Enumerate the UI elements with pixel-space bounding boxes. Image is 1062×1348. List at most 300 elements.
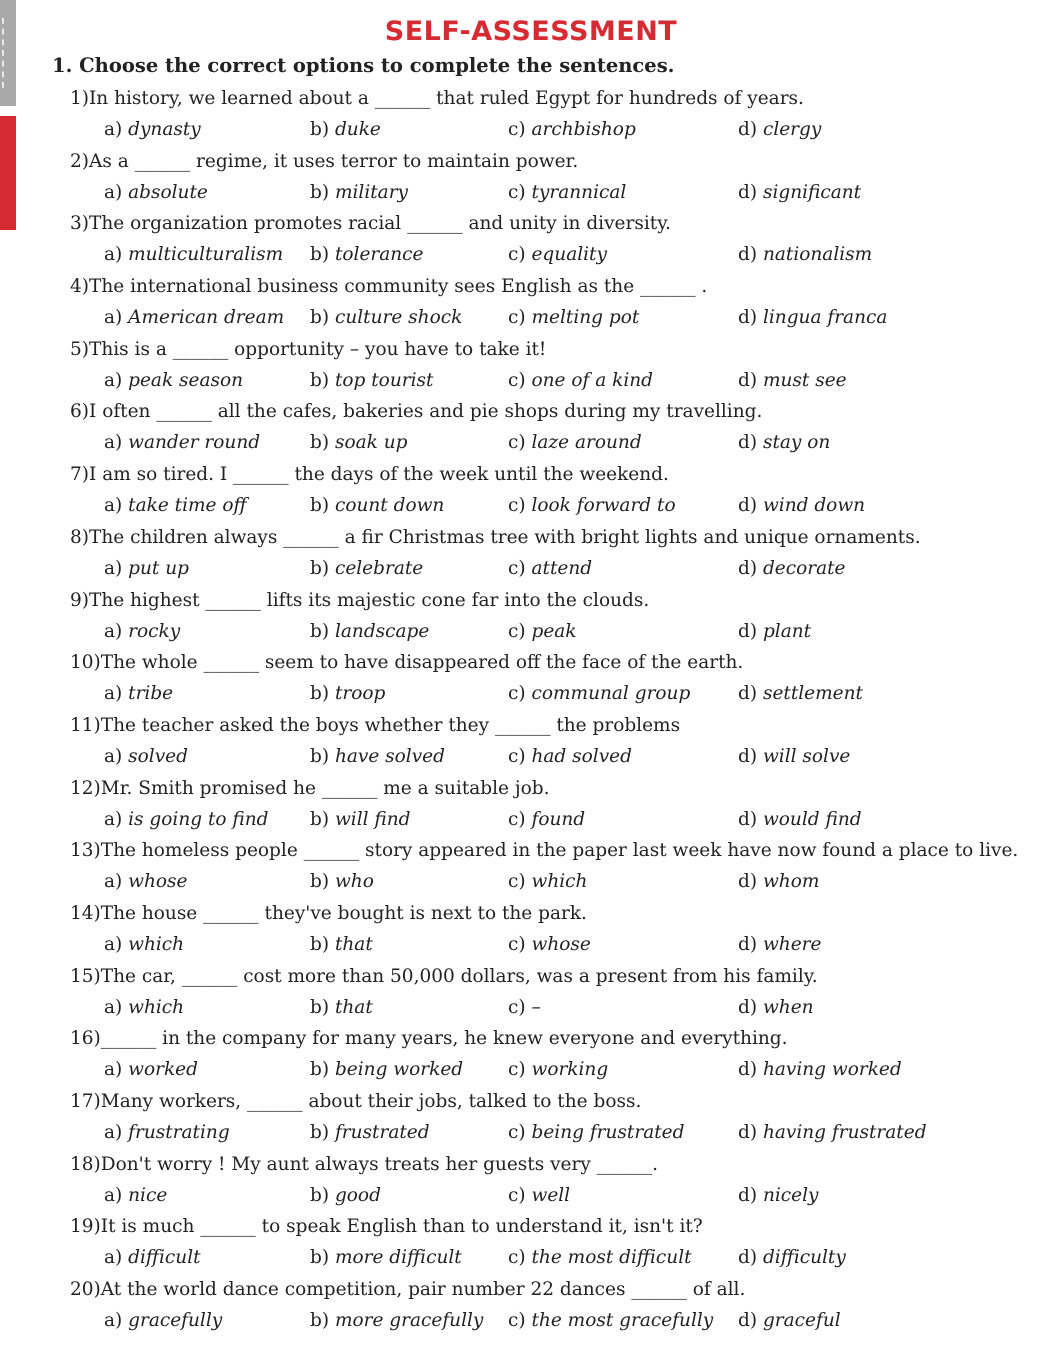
option-text: look forward to	[531, 495, 676, 517]
question-item	[0, 84, 1062, 147]
option-text: nationalism	[762, 244, 873, 266]
option-text: which	[531, 871, 588, 893]
answer-option[interactable]	[310, 491, 444, 521]
answer-option[interactable]	[310, 805, 411, 835]
answer-options	[104, 428, 1044, 458]
option-letter: b)	[310, 933, 330, 955]
question-stem	[70, 648, 743, 678]
option-text: rocky	[128, 620, 181, 642]
option-letter: a)	[104, 369, 123, 391]
question-item	[0, 962, 1062, 1025]
answer-option[interactable]	[104, 178, 208, 208]
answer-option[interactable]	[310, 930, 373, 960]
question-stem	[70, 335, 546, 365]
answer-option[interactable]	[508, 1118, 684, 1148]
option-letter: c)	[508, 1310, 526, 1332]
answer-option[interactable]	[310, 1243, 462, 1273]
option-text: is going to find	[128, 808, 269, 830]
option-text: wander round	[128, 432, 261, 454]
answer-options	[104, 1181, 1044, 1211]
question-number: 12)	[70, 777, 101, 799]
question-number: 17)	[70, 1091, 101, 1112]
question-number: 13)	[70, 840, 101, 862]
option-text: that	[334, 996, 373, 1018]
question-number: 9)	[70, 589, 89, 611]
question-text: Don't worry ! My aunt always treats her guests very ______.	[100, 1153, 659, 1175]
answer-option[interactable]	[310, 240, 424, 270]
option-letter: d)	[738, 683, 758, 705]
option-letter: b)	[310, 871, 330, 893]
answer-option[interactable]	[310, 303, 462, 333]
option-text: solved	[128, 745, 188, 767]
answer-option[interactable]	[310, 178, 408, 208]
answer-option[interactable]	[738, 428, 830, 458]
question-stem	[70, 397, 762, 427]
option-text: attend	[531, 557, 593, 579]
option-text: peak	[531, 620, 577, 642]
answer-option[interactable]	[104, 617, 180, 647]
answer-options	[104, 930, 1044, 960]
question-text: Mr. Smith promised he ______ me a suitable job.	[100, 777, 550, 799]
option-letter: d)	[738, 557, 758, 579]
answer-option[interactable]	[104, 366, 243, 396]
answer-option[interactable]	[104, 1181, 167, 1211]
option-text: dynasty	[128, 119, 201, 140]
option-letter: b)	[310, 1247, 330, 1269]
option-text: clergy	[762, 119, 822, 140]
question-text: The teacher asked the boys whether they ______ the problems	[100, 714, 681, 736]
answer-option[interactable]	[508, 491, 676, 521]
answer-option[interactable]	[738, 805, 862, 835]
option-text: multiculturalism	[128, 244, 284, 266]
question-stem	[70, 962, 818, 992]
option-letter: a)	[104, 432, 123, 454]
option-text: lingua franca	[762, 307, 888, 329]
answer-option[interactable]	[738, 867, 819, 897]
option-text: have solved	[334, 745, 445, 767]
option-text: duke	[334, 119, 381, 140]
option-text: having frustrated	[762, 1122, 927, 1143]
answer-option[interactable]	[508, 1243, 692, 1273]
answer-option[interactable]	[310, 1181, 381, 1211]
option-letter: d)	[738, 1122, 758, 1143]
question-stem	[70, 586, 649, 616]
question-item	[0, 147, 1062, 210]
answer-option[interactable]	[738, 115, 821, 145]
question-text: It is much ______ to speak English than to understand it, isn't it?	[100, 1216, 703, 1238]
question-item	[0, 1024, 1062, 1087]
answer-option[interactable]	[104, 993, 184, 1023]
option-text: difficult	[128, 1247, 201, 1269]
answer-option[interactable]	[310, 993, 373, 1023]
option-text: gracefully	[128, 1310, 223, 1332]
option-letter: c)	[508, 181, 526, 203]
answer-option[interactable]	[508, 366, 653, 396]
option-letter: d)	[738, 432, 758, 454]
option-letter: a)	[104, 808, 123, 830]
option-text: must see	[762, 369, 847, 391]
question-text: The house ______ they've bought is next to the park.	[100, 902, 587, 924]
option-letter: d)	[738, 495, 758, 517]
option-text: plant	[762, 620, 812, 642]
question-number: 1)	[70, 88, 89, 109]
answer-option[interactable]	[310, 617, 429, 647]
answer-option[interactable]	[508, 554, 592, 584]
question-item	[0, 1087, 1062, 1150]
option-letter: c)	[508, 1247, 526, 1269]
answer-option[interactable]	[104, 742, 188, 772]
option-letter: c)	[508, 1184, 526, 1206]
task-instruction: 1. Choose the correct options to complete the sentences.	[52, 54, 675, 77]
option-letter: d)	[738, 620, 758, 642]
answer-option[interactable]	[738, 617, 811, 647]
option-letter: a)	[104, 1247, 123, 1269]
option-text: decorate	[762, 557, 846, 579]
answer-options	[104, 1306, 1044, 1336]
option-letter: a)	[104, 181, 123, 203]
option-text: that	[334, 933, 373, 955]
answer-option[interactable]	[104, 554, 189, 584]
answer-options	[104, 1118, 1044, 1148]
option-letter: a)	[104, 871, 123, 893]
answer-option[interactable]	[104, 303, 284, 333]
option-text: had solved	[531, 745, 632, 767]
answer-options	[104, 867, 1044, 897]
answer-option[interactable]	[508, 240, 607, 270]
option-letter: b)	[310, 808, 330, 830]
question-list	[0, 84, 1062, 1338]
option-text: the most difficult	[531, 1247, 692, 1269]
option-letter: a)	[104, 307, 123, 329]
question-number: 8)	[70, 526, 89, 548]
answer-option[interactable]	[738, 930, 821, 960]
option-letter: c)	[508, 933, 526, 955]
answer-option[interactable]	[104, 491, 247, 521]
answer-option[interactable]	[738, 554, 846, 584]
question-number: 2)	[70, 150, 89, 172]
option-letter: a)	[104, 119, 123, 140]
answer-option[interactable]	[104, 679, 173, 709]
question-number: 7)	[70, 464, 89, 486]
question-stem	[70, 272, 707, 302]
option-text: who	[334, 871, 374, 893]
answer-option[interactable]	[104, 1055, 198, 1085]
option-text: tolerance	[334, 244, 424, 266]
answer-option[interactable]	[508, 617, 577, 647]
question-item	[0, 586, 1062, 649]
answer-options	[104, 1243, 1044, 1273]
option-text: take time off	[128, 495, 247, 517]
question-text: I often ______ all the cafes, bakeries and pie shops during my travelling.	[89, 401, 763, 423]
answer-option[interactable]	[508, 742, 632, 772]
option-letter: c)	[508, 745, 526, 767]
answer-option[interactable]	[104, 115, 201, 145]
answer-option[interactable]	[508, 1055, 608, 1085]
answer-options	[104, 491, 1044, 521]
question-stem	[70, 899, 587, 929]
answer-option[interactable]	[738, 679, 863, 709]
option-letter: b)	[310, 996, 330, 1018]
option-text: celebrate	[334, 557, 424, 579]
option-text: being worked	[334, 1059, 464, 1081]
question-item	[0, 272, 1062, 335]
option-letter: d)	[738, 871, 758, 893]
option-letter: a)	[104, 1122, 123, 1143]
option-letter: d)	[738, 1184, 758, 1206]
option-letter: b)	[310, 620, 330, 642]
answer-option[interactable]	[508, 303, 639, 333]
option-letter: a)	[104, 683, 123, 705]
answer-options	[104, 805, 1044, 835]
option-letter: b)	[310, 369, 330, 391]
question-text: ______ in the company for many years, he knew everyone and everything.	[100, 1028, 788, 1050]
option-text: archbishop	[531, 119, 636, 140]
question-stem	[70, 84, 804, 114]
option-letter: b)	[310, 745, 330, 767]
option-letter: a)	[104, 495, 123, 517]
answer-options	[104, 993, 1044, 1023]
answer-option[interactable]	[310, 742, 445, 772]
option-letter: a)	[104, 557, 123, 579]
question-number: 20)	[70, 1279, 101, 1301]
answer-option[interactable]	[104, 240, 283, 270]
answer-option[interactable]	[310, 554, 423, 584]
answer-option[interactable]	[738, 1306, 841, 1336]
option-letter: b)	[310, 307, 330, 329]
option-text: military	[334, 181, 409, 203]
option-letter: b)	[310, 1310, 330, 1332]
option-letter: c)	[508, 871, 526, 893]
question-number: 6)	[70, 401, 89, 423]
option-letter: d)	[738, 1247, 758, 1269]
option-letter: c)	[508, 307, 526, 329]
question-item	[0, 1275, 1062, 1338]
option-text: communal group	[531, 683, 691, 705]
option-text: significant	[762, 181, 862, 203]
answer-option[interactable]	[508, 1306, 713, 1336]
option-text: being frustrated	[531, 1122, 685, 1143]
question-item	[0, 1212, 1062, 1275]
option-letter: b)	[310, 181, 330, 203]
answer-option[interactable]	[508, 930, 591, 960]
answer-option[interactable]	[104, 1118, 230, 1148]
option-text: which	[128, 996, 185, 1018]
option-letter: d)	[738, 933, 758, 955]
question-text: Many workers, ______ about their jobs, talked to the boss.	[100, 1091, 642, 1112]
option-text: more gracefully	[334, 1310, 484, 1332]
question-stem	[70, 1150, 658, 1180]
answer-option[interactable]	[310, 1306, 483, 1336]
option-text: the most gracefully	[531, 1310, 714, 1332]
answer-options	[104, 617, 1044, 647]
answer-option[interactable]	[738, 1181, 818, 1211]
question-number: 10)	[70, 652, 101, 674]
option-text: American dream	[128, 307, 285, 329]
answer-options	[104, 1055, 1044, 1085]
option-text: graceful	[762, 1310, 841, 1332]
answer-options	[104, 303, 1044, 333]
option-letter: a)	[104, 745, 123, 767]
question-stem	[70, 523, 921, 553]
option-text: worked	[128, 1059, 198, 1081]
option-letter: c)	[508, 244, 526, 266]
option-text: found	[531, 808, 586, 830]
option-letter: b)	[310, 119, 330, 140]
answer-option[interactable]	[310, 867, 374, 897]
answer-option[interactable]	[738, 303, 887, 333]
option-text: wind down	[762, 495, 866, 517]
option-letter: b)	[310, 1122, 330, 1143]
option-text: whose	[531, 933, 591, 955]
question-item	[0, 460, 1062, 523]
question-text: In history, we learned about a ______ that ruled Egypt for hundreds of years.	[89, 88, 804, 109]
question-number: 15)	[70, 965, 101, 987]
question-number: 16)	[70, 1028, 101, 1050]
option-text: where	[762, 933, 822, 955]
answer-option[interactable]	[508, 428, 642, 458]
answer-option[interactable]	[310, 679, 385, 709]
question-text: The children always ______ a fir Christmas tree with bright lights and unique ornaments.	[89, 526, 921, 548]
answer-option[interactable]	[508, 178, 626, 208]
option-text: which	[128, 933, 185, 955]
question-item	[0, 774, 1062, 837]
option-letter: c)	[508, 683, 526, 705]
question-text: The car, ______ cost more than 50,000 dollars, was a present from his family.	[100, 965, 818, 987]
question-number: 14)	[70, 902, 101, 924]
question-stem	[70, 460, 669, 490]
option-text: well	[531, 1184, 571, 1206]
option-text: tribe	[128, 683, 174, 705]
option-letter: c)	[508, 369, 526, 391]
answer-option[interactable]	[738, 1243, 846, 1273]
answer-option[interactable]	[738, 366, 847, 396]
question-item	[0, 899, 1062, 962]
answer-options	[104, 115, 1044, 145]
option-text: good	[334, 1184, 381, 1206]
question-item	[0, 1150, 1062, 1213]
option-text: whose	[128, 871, 188, 893]
option-text: nice	[128, 1184, 168, 1206]
question-stem	[70, 1024, 788, 1054]
answer-option[interactable]	[508, 679, 690, 709]
answer-options	[104, 240, 1044, 270]
option-text: –	[531, 996, 541, 1018]
page-title: SELF-ASSESSMENT	[384, 16, 678, 47]
question-number: 19)	[70, 1216, 101, 1238]
option-letter: d)	[738, 745, 758, 767]
answer-option[interactable]	[738, 178, 861, 208]
option-text: soak up	[334, 432, 408, 454]
answer-option[interactable]	[738, 240, 872, 270]
question-stem	[70, 1087, 641, 1117]
option-letter: a)	[104, 620, 123, 642]
answer-options	[104, 742, 1044, 772]
answer-options	[104, 178, 1044, 208]
answer-option[interactable]	[738, 742, 850, 772]
answer-option[interactable]	[310, 366, 433, 396]
answer-option[interactable]	[738, 1118, 927, 1148]
answer-option[interactable]	[508, 867, 587, 897]
answer-option[interactable]	[310, 428, 407, 458]
option-text: one of a kind	[531, 369, 654, 391]
option-letter: a)	[104, 933, 123, 955]
question-text: As a ______ regime, it uses terror to maintain power.	[89, 150, 579, 172]
option-letter: d)	[738, 808, 758, 830]
question-item	[0, 523, 1062, 586]
option-text: troop	[334, 683, 386, 705]
option-text: top tourist	[334, 369, 434, 391]
answer-option[interactable]	[104, 805, 269, 835]
question-stem	[70, 147, 578, 177]
option-letter: c)	[508, 119, 526, 140]
question-stem	[70, 1212, 703, 1242]
option-text: stay on	[762, 432, 831, 454]
question-text: The highest ______ lifts its majestic cone far into the clouds.	[89, 589, 650, 611]
answer-option[interactable]	[508, 993, 541, 1023]
option-letter: c)	[508, 1122, 526, 1143]
option-text: frustrated	[334, 1122, 430, 1143]
answer-option[interactable]	[310, 1118, 430, 1148]
question-stem	[70, 1275, 745, 1305]
answer-option[interactable]	[104, 1306, 222, 1336]
question-text: The whole ______ seem to have disappeared off the face of the earth.	[100, 652, 744, 674]
answer-option[interactable]	[738, 993, 814, 1023]
question-number: 4)	[70, 276, 89, 298]
option-letter: c)	[508, 1059, 526, 1081]
answer-option[interactable]	[508, 805, 585, 835]
option-letter: b)	[310, 432, 330, 454]
question-item	[0, 648, 1062, 711]
option-letter: d)	[738, 996, 758, 1018]
question-text: The homeless people ______ story appeared in the paper last week have now found a place to live.	[100, 840, 1019, 862]
answer-option[interactable]	[104, 1243, 201, 1273]
answer-option[interactable]	[104, 867, 187, 897]
option-text: melting pot	[531, 307, 640, 329]
option-letter: d)	[738, 181, 758, 203]
option-text: absolute	[128, 181, 208, 203]
question-text: The international business community sees English as the ______ .	[89, 276, 708, 298]
option-letter: d)	[738, 1059, 758, 1081]
question-number: 11)	[70, 714, 101, 736]
question-number: 18)	[70, 1153, 101, 1175]
answer-option[interactable]	[508, 1181, 570, 1211]
option-letter: d)	[738, 1310, 758, 1332]
option-letter: b)	[310, 495, 330, 517]
option-letter: b)	[310, 683, 330, 705]
answer-option[interactable]	[738, 491, 865, 521]
question-number: 5)	[70, 338, 89, 360]
question-item	[0, 836, 1062, 899]
option-text: settlement	[762, 683, 863, 705]
option-letter: a)	[104, 244, 123, 266]
question-text: The organization promotes racial ______ and unity in diversity.	[89, 213, 672, 235]
question-item	[0, 711, 1062, 774]
answer-option[interactable]	[738, 1055, 902, 1085]
answer-option[interactable]	[310, 115, 381, 145]
option-letter: d)	[738, 119, 758, 140]
answer-option[interactable]	[104, 930, 184, 960]
answer-option[interactable]	[508, 115, 636, 145]
question-number: 3)	[70, 213, 89, 235]
question-text: I am so tired. I ______ the days of the week until the weekend.	[89, 464, 669, 486]
answer-option[interactable]	[310, 1055, 463, 1085]
option-text: count down	[334, 495, 445, 517]
option-letter: c)	[508, 432, 526, 454]
option-text: would find	[762, 808, 862, 830]
option-letter: d)	[738, 307, 758, 329]
option-text: frustrating	[128, 1122, 230, 1143]
answer-option[interactable]	[104, 428, 260, 458]
